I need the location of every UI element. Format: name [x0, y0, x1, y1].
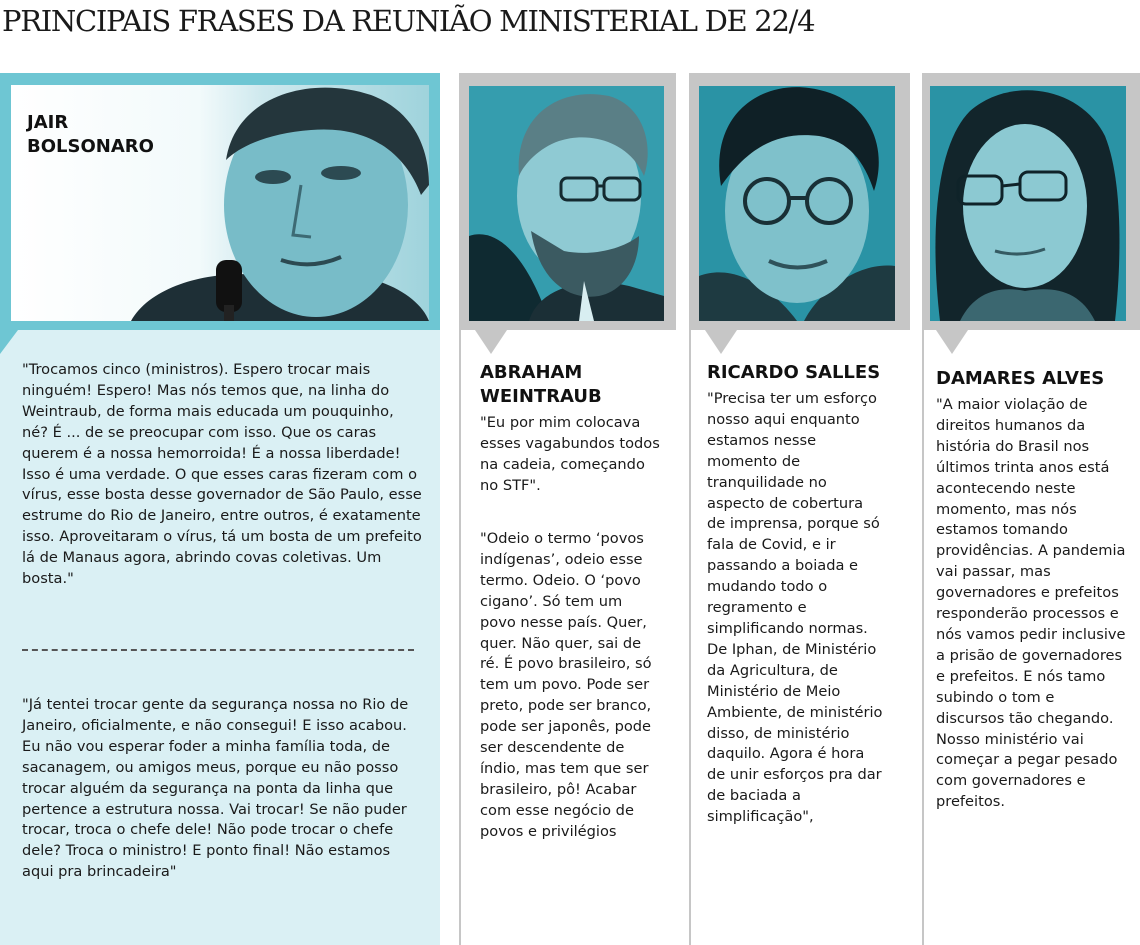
speech-pointer: [475, 330, 507, 354]
column-salles: [689, 73, 910, 945]
quote-text: "Eu por mim colocava esses vagabundos todos na cadeia, começando no STF".: [480, 414, 660, 494]
weintraub-portrait-icon: [469, 86, 664, 321]
page-title: PRINCIPAIS FRASES DA REUNIÃO MINISTERIAL DE 22/4: [2, 4, 815, 38]
quote-text: "Trocamos cinco (ministros). Espero trocar mais ninguém! Espero! Mas nós temos que, na linha do Weintraub, de forma mais educada um pouquinho, né? É ... de se preocupar com isso. Que os caras querem é a nossa hemorroida! É a nossa liberdade! Isso é uma verdade. O que esses caras fizeram com o vírus, esse bosta desse governador de São Paulo, esse estrume do Rio de Janeiro, entre outros, é exatamente isso. Aproveitaram o vírus, tá um bosta de um prefeito lá de Manaus agora, abrindo covas coletivas. Um bosta.": [22, 361, 422, 588]
divider: [459, 73, 461, 945]
divider: [922, 73, 924, 945]
speech-pointer: [936, 330, 968, 354]
column-weintraub: [459, 73, 676, 945]
quote-text: "Precisa ter um esforço nosso aqui enquanto estamos nesse momento de tranquilidade no aspecto de cobertura de imprensa, porque só fala de Covid, e ir passando a boiada e mudando todo o regramento e simplificando normas. De Iphan, de Ministério da Agricultura, de Ministério de Meio Ambiente, de ministério disso, de ministério daquilo. Agora é hora de unir esforços pra dar de baciada a simplificação",: [707, 390, 883, 826]
column-damares: [922, 73, 1140, 945]
person-name: JAIR BOLSONARO: [27, 112, 154, 157]
bolsonaro-portrait-icon: [11, 85, 429, 321]
person-name: DAMARES ALVES: [936, 368, 1105, 389]
person-name: ABRAHAM WEINTRAUB: [480, 362, 602, 407]
divider: [689, 73, 691, 945]
speech-pointer: [0, 330, 18, 354]
divider: [22, 649, 414, 651]
quote-text: "A maior violação de direitos humanos da história do Brasil nos últimos trinta anos está acontecendo neste momento, mas nós estamos tomando providências. A pandemia vai passar, mas governadores e prefeitos responderão processos e nós vamos pedir inclusive a prisão de governadores e prefeitos. E nós tamo subindo o tom e discursos tão chegando. Nosso ministério vai começar a pegar pesado com governadores e prefeitos.: [936, 396, 1126, 811]
quote-text: "Já tentei trocar gente da segurança nossa no Rio de Janeiro, oficialmente, e não consegui! E isso acabou. Eu não vou esperar foder a minha família toda, de sacanagem, ou amigos meus, porque eu não posso trocar alguém da segurança na ponta da linha que pertence a estrutura nossa. Vai trocar! Se não puder trocar, troca o chefe dele! Não pode trocar o chefe dele? Troca o ministro! E ponto final! Não estamos aqui pra brincadeira": [22, 696, 409, 881]
person-name: RICARDO SALLES: [707, 362, 881, 383]
column-bolsonaro: [0, 73, 440, 945]
salles-portrait-icon: [699, 86, 895, 321]
quote-text: "Odeio o termo ‘povos indígenas’, odeio esse termo. Odeio. O ‘povo cigano’. Só tem um povo nesse país. Quer, quer. Não quer, sai de ré. É povo brasileiro, só tem um povo. Pode ser preto, pode ser branco, pode ser japonês, pode ser descendente de índio, mas tem que ser brasileiro, pô! Acabar com esse negócio de povos e privilégios: [480, 530, 652, 840]
damares-portrait-icon: [930, 86, 1126, 321]
speech-pointer: [705, 330, 737, 354]
